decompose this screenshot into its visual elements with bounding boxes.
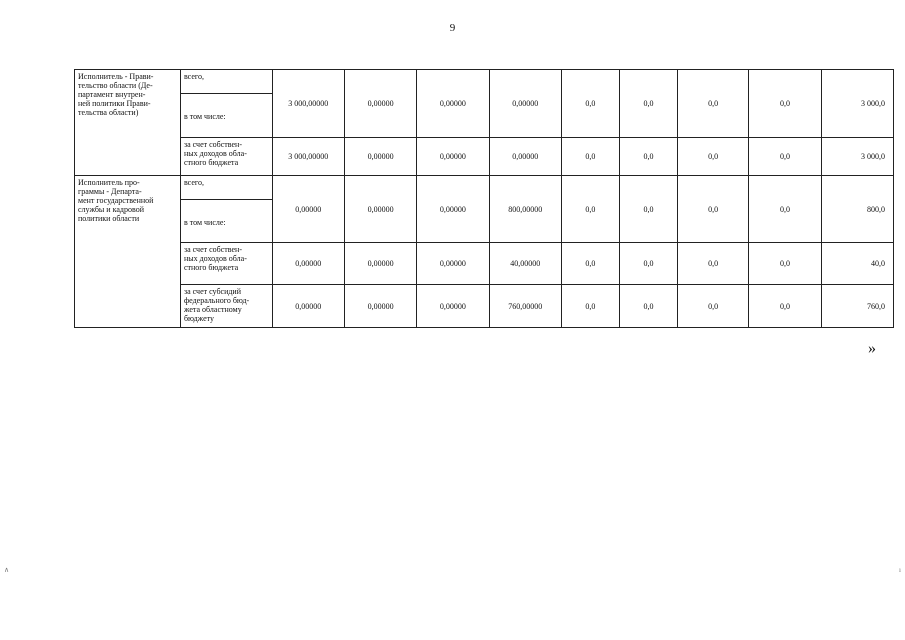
value-cell: 0,00000 [417,176,489,243]
value-cell: 760,0 [821,285,893,328]
table-row [75,285,894,328]
value-cell: 0,0 [749,243,821,285]
value-cell: 3 000,0 [821,138,893,176]
value-cell: 0,00000 [417,285,489,328]
value-cell: 0,0 [561,138,619,176]
value-cell: 0,00000 [272,243,344,285]
value-cell: 0,0 [561,285,619,328]
value-cell: 0,00000 [417,243,489,285]
value-cell: 0,00000 [272,285,344,328]
value-cell: 760,00000 [489,285,561,328]
budget-table [74,69,894,328]
row-label-including: в том числе: [180,200,272,243]
value-cell: 3 000,00000 [272,70,344,138]
value-cell: 0,0 [677,138,748,176]
executor-cell: Исполнитель про- граммы - Департа- мент государственной службы и кадровой политики области [75,176,181,328]
executor-cell: Исполнитель - Прави- тельство области (Де- партамент внутрен- ней политики Прави- тельства области) [75,70,181,176]
scan-edge-mark-right: ı [899,566,901,574]
row-label-source: за счет собствен- ных доходов обла- стного бюджета [180,138,272,176]
closing-quote-mark: » [868,340,876,357]
value-cell: 0,00000 [344,243,416,285]
value-cell: 0,0 [619,285,677,328]
value-cell: 0,00000 [344,285,416,328]
value-cell: 0,00000 [344,70,416,138]
value-cell: 3 000,0 [821,70,893,138]
value-cell: 800,0 [821,176,893,243]
row-label-total: всего, [180,70,272,94]
value-cell: 0,0 [749,70,821,138]
value-cell: 0,00000 [344,138,416,176]
value-cell: 40,00000 [489,243,561,285]
value-cell: 0,00000 [489,70,561,138]
value-cell: 0,0 [677,285,748,328]
value-cell: 0,0 [677,243,748,285]
value-cell: 0,0 [749,138,821,176]
scan-edge-mark-left: ∧ [4,566,10,574]
row-label-total: всего, [180,176,272,200]
value-cell: 0,00000 [489,138,561,176]
value-cell: 0,0 [677,176,748,243]
value-cell: 0,0 [677,70,748,138]
table-row [75,138,894,176]
value-cell: 0,00000 [417,138,489,176]
value-cell: 0,00000 [344,176,416,243]
value-cell: 0,0 [749,285,821,328]
value-cell: 0,0 [619,138,677,176]
table-row [75,70,894,94]
value-cell: 0,0 [619,243,677,285]
row-label-source: за счет собствен- ных доходов обла- стного бюджета [180,243,272,285]
value-cell: 0,0 [561,70,619,138]
value-cell: 0,00000 [272,176,344,243]
value-cell: 0,0 [561,176,619,243]
table-row [75,243,894,285]
value-cell: 0,00000 [417,70,489,138]
table-row [75,176,894,200]
value-cell: 0,0 [749,176,821,243]
value-cell: 0,0 [619,176,677,243]
value-cell: 3 000,00000 [272,138,344,176]
value-cell: 40,0 [821,243,893,285]
value-cell: 0,0 [619,70,677,138]
row-label-source: за счет субсидий федерального бюд- жета областному бюджету [180,285,272,328]
value-cell: 0,0 [561,243,619,285]
page-number: 9 [449,22,456,34]
row-label-including: в том числе: [180,94,272,138]
value-cell: 800,00000 [489,176,561,243]
